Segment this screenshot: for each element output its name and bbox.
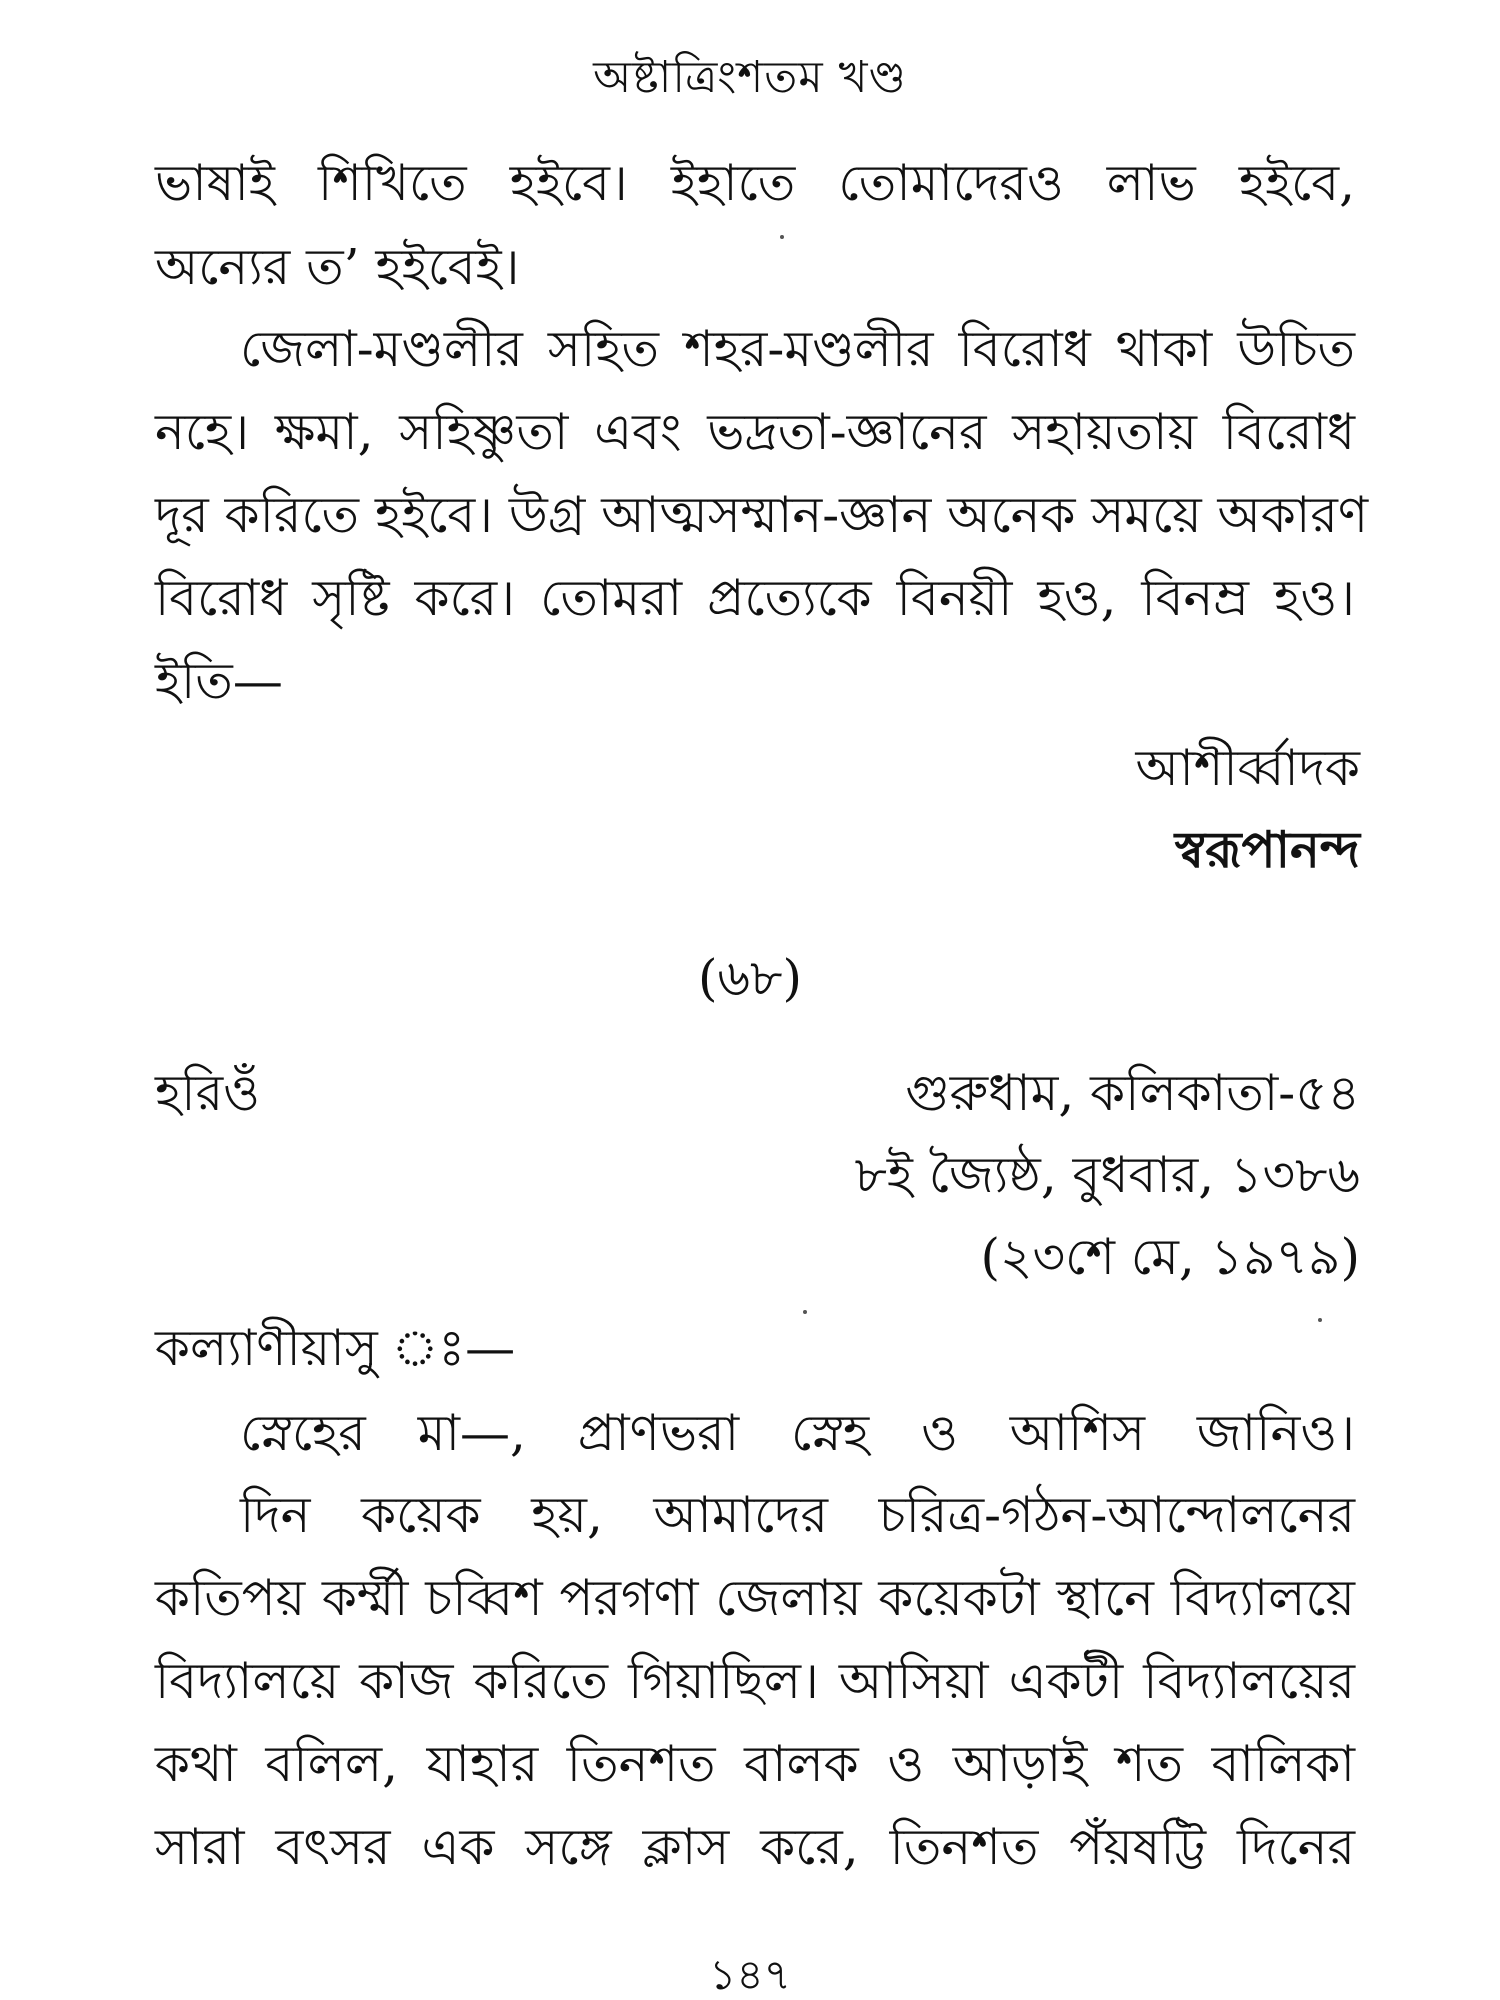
letter-date-english: (২৩শে মে, ১৯৭৯) — [980, 1228, 1360, 1286]
paragraph-line: জেলা-মণ্ডলীর সহিত শহর-মণ্ডলীর বিরোধ থাকা উচিত — [240, 320, 1355, 378]
letter-number: (৬৮) — [698, 949, 802, 1007]
print-speck — [803, 1310, 807, 1314]
paragraph-line: নহে। ক্ষমা, সহিষ্ণুতা এবং ভদ্রতা-জ্ঞানের সহায়তায় বিরোধ — [155, 403, 1355, 461]
paragraph-line: বিরোধ সৃষ্টি করে। তোমরা প্রত্যেকে বিনয়ী হও, বিনম্র হও। — [155, 569, 1355, 627]
print-speck — [1318, 1318, 1322, 1322]
letter-date: ৮ই জ্যৈষ্ঠ, বুধবার, ১৩৮৬ — [854, 1146, 1360, 1204]
body-line: কতিপয় কর্ম্মী চব্বিশ পরগণা জেলায় কয়েকটা স্থানে বিদ্যালয়ে — [155, 1569, 1355, 1627]
print-speck — [780, 235, 784, 239]
signature: স্বরূপানন্দ — [1174, 820, 1360, 879]
body-line: সারা বৎসর এক সঙ্গে ক্লাস করে, তিনশত পঁয়ষট্টি দিনের — [155, 1818, 1355, 1876]
greeting-line: স্নেহের মা—, প্রাণভরা স্নেহ ও আশিস জানিও। — [240, 1404, 1355, 1462]
page-number: ১৪৭ — [709, 1950, 791, 1999]
paragraph-line: ইতি— — [155, 652, 283, 710]
paragraph-line: দূর করিতে হইবে। উগ্র আত্মসম্মান-জ্ঞান অনেক সময়ে অকারণ — [155, 486, 1369, 544]
body-line: বিদ্যালয়ে কাজ করিতে গিয়াছিল। আসিয়া একটী বিদ্যালয়ের — [155, 1652, 1355, 1710]
letter-address: গুরুধাম, কলিকাতা-৫৪ — [905, 1064, 1360, 1122]
body-line: দিন কয়েক হয়, আমাদের চরিত্র-গঠন-আন্দোলনের — [240, 1486, 1355, 1544]
text-line: অন্যের ত’ হইবেই। — [155, 238, 520, 296]
volume-title: অষ্টাত্রিংশতম খণ্ড — [593, 52, 907, 103]
body-line: কথা বলিল, যাহার তিনশত বালক ও আড়াই শত বালিকা — [155, 1735, 1355, 1793]
text-line: ভাষাই শিখিতে হইবে। ইহাতে তোমাদেরও লাভ হইবে, — [155, 154, 1355, 212]
addressee: কল্যাণীয়াসু ঃ— — [155, 1319, 516, 1377]
salutation-harion: হরিওঁ — [155, 1064, 260, 1122]
closing-text: আশীর্ব্বাদক — [1135, 739, 1360, 797]
